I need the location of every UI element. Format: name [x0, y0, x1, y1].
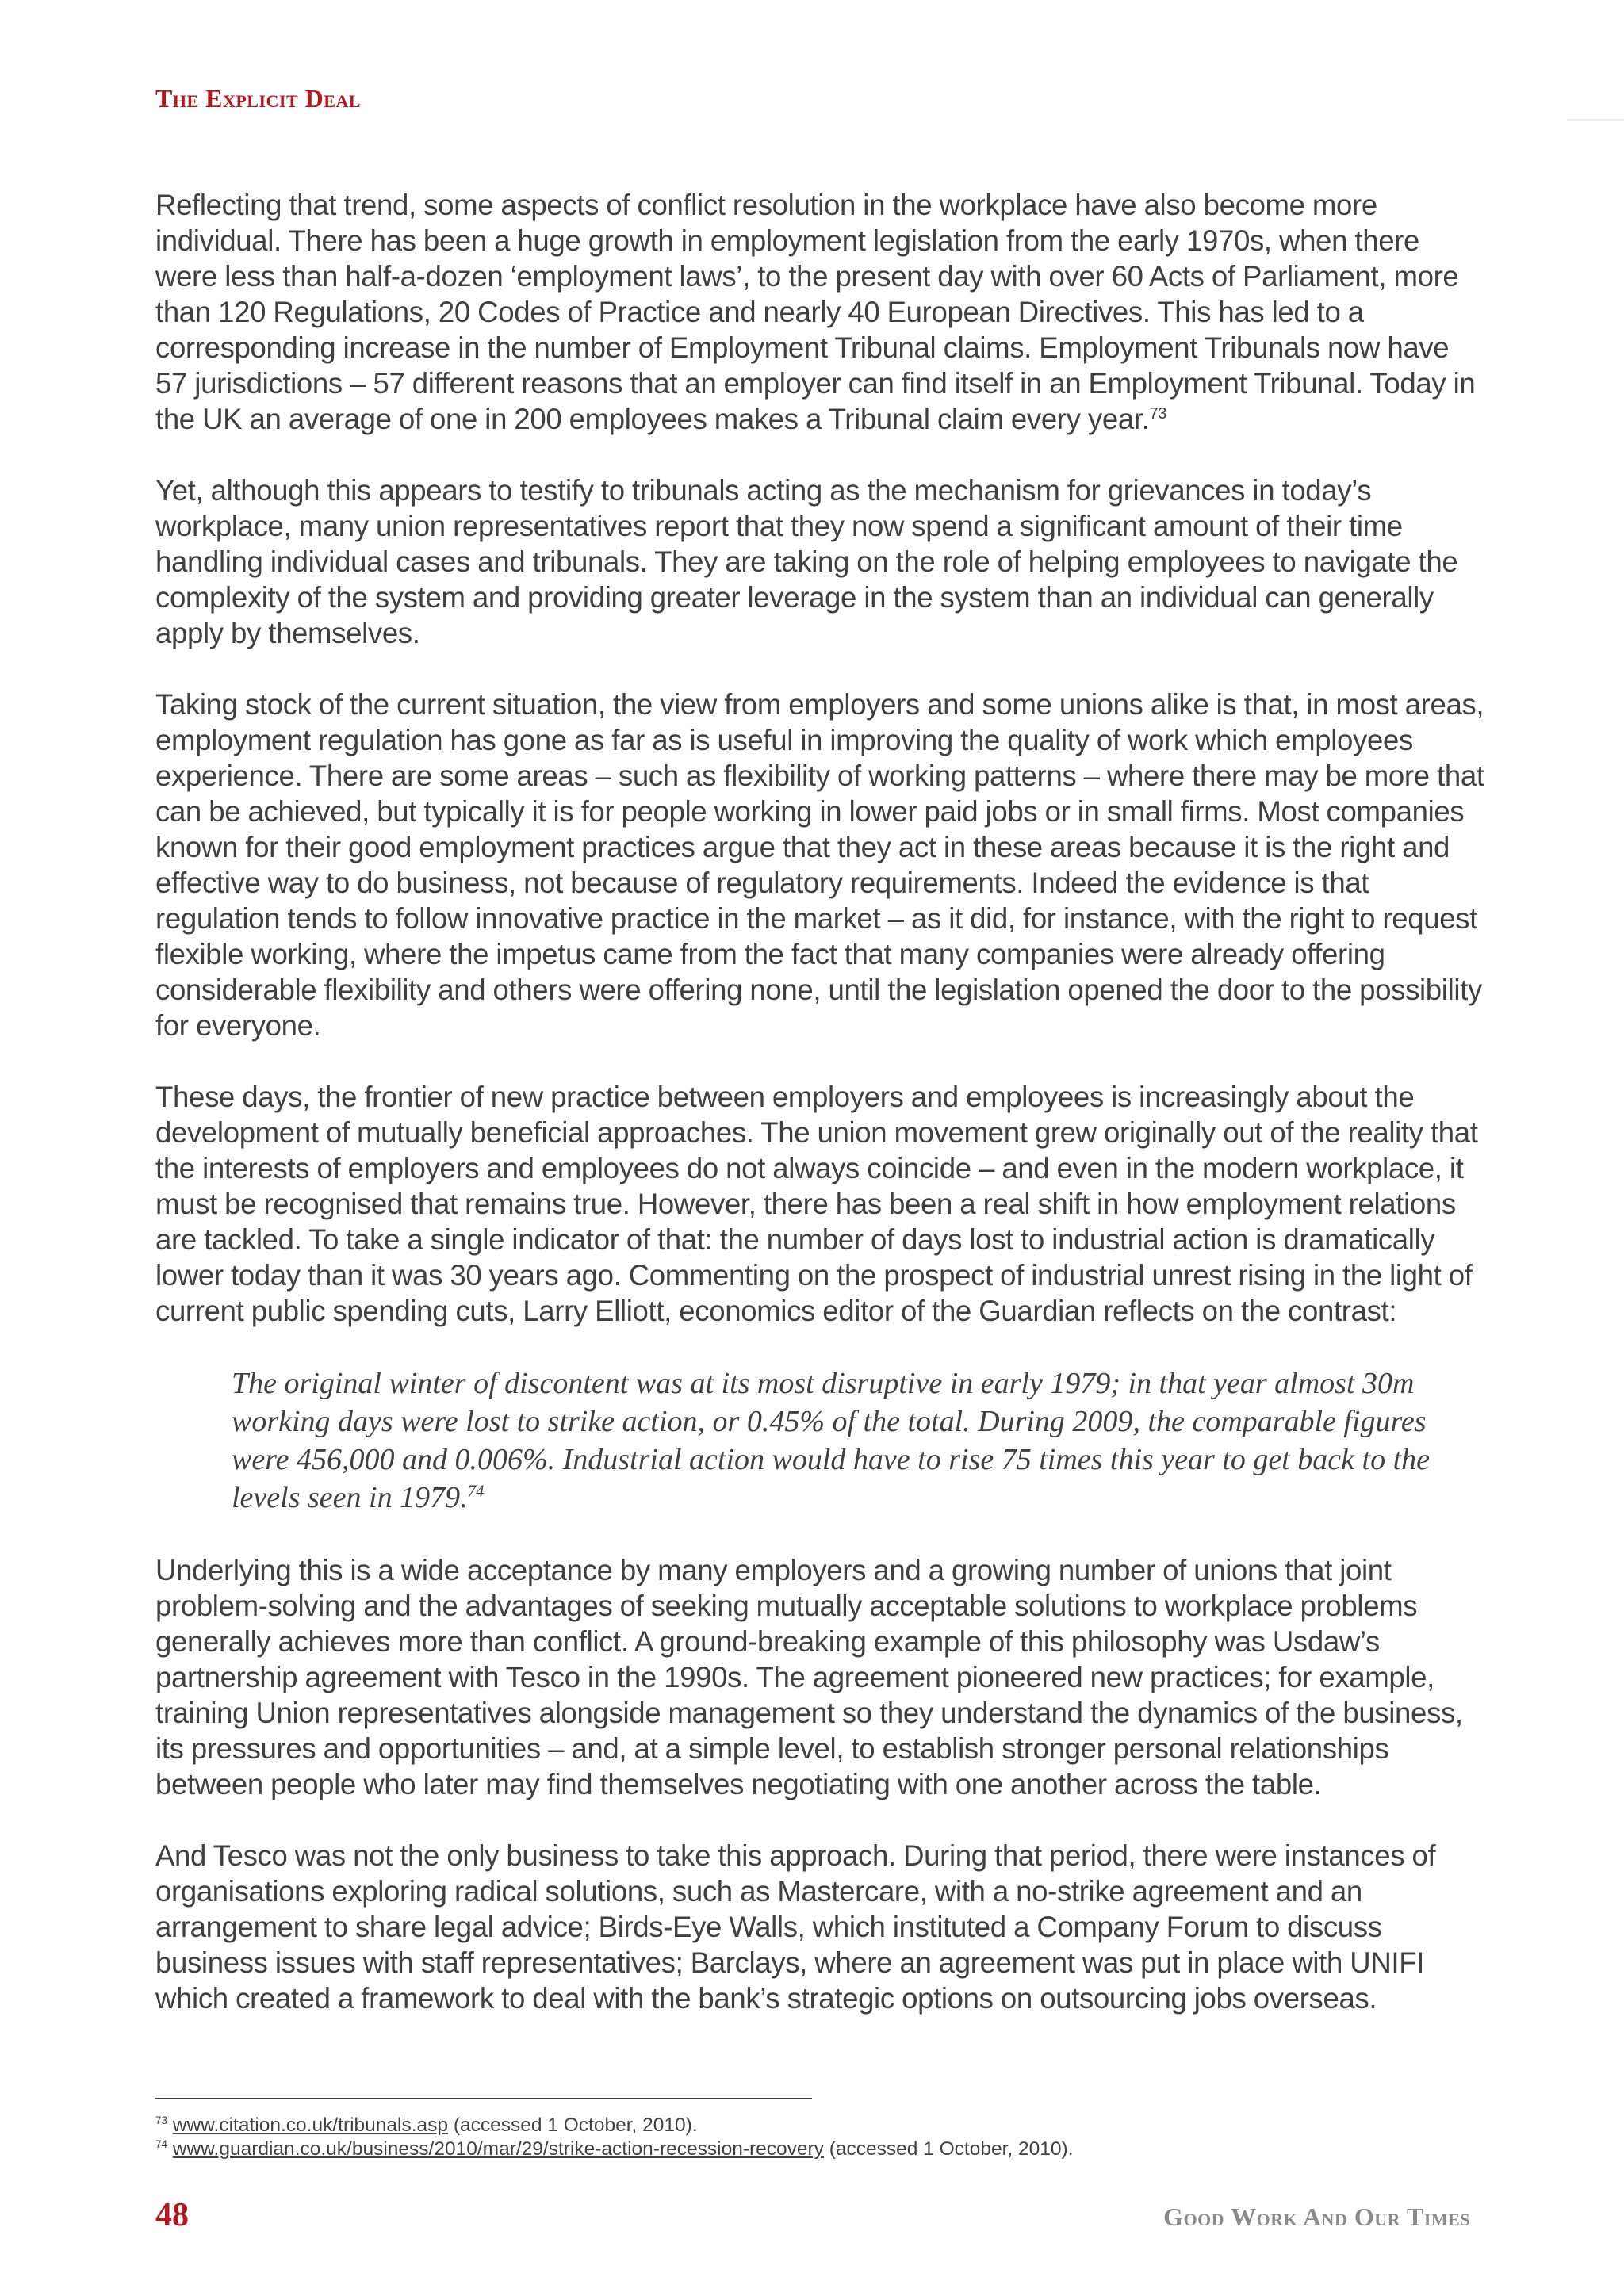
footnote-link-guardian[interactable]: www.guardian.co.uk/business/2010/mar/29/strike-action-recession-recovery	[172, 2138, 824, 2160]
footnotes	[155, 2114, 1488, 2161]
footnote-note: (accessed 1 October, 2010).	[823, 2138, 1074, 2160]
block-quote	[232, 1364, 1469, 1517]
paragraph-text: Taking stock of the current situation, the view from employers and some unions alike is that, in most areas, employment regulation has gone as far as is useful in improving the quality of work which employees experience. There are some areas – such as flexibility of working patterns – where there may be more that can be achieved, but typically it is for people working in lower paid jobs or in small firms. Most companies known for their good employment practices argue that they act in these areas because it is the right and effective way to do business, not because of regulatory requirements. Indeed the evidence is that regulation tends to follow innovative practice in the market – as it did, for instance, with the right to request flexible working, where the impetus came from the fact that many companies were already offering considerable flexibility and others were offering none, until the legislation opened the door to the possibility for everyone.	[155, 688, 1484, 1042]
running-header: The Explicit Deal	[155, 84, 362, 113]
paragraph-text: And Tesco was not the only business to take this approach. During that period, there were instances of organisations exploring radical solutions, such as Mastercare, with a no-strike agreement and an arrangement to share legal advice; Birds-Eye Walls, which instituted a Company Forum to discuss business issues with staff representatives; Barclays, where an agreement was put in place with UNIFI which created a framework to deal with the bank’s strategic options on outsourcing jobs overseas.	[155, 1839, 1436, 2015]
paragraph-text: Yet, although this appears to testify to tribunals acting as the mechanism for grievances in today’s workplace, many union representatives report that they now spend a significant amount of their time handling individual cases and tribunals. They are taking on the role of helping employees to navigate the complexity of the system and providing greater leverage in the system than an individual can generally apply by themselves.	[155, 474, 1458, 649]
page-number: 48	[155, 2197, 189, 2233]
paragraph-4	[155, 1079, 1488, 1329]
footnote-number: 74	[155, 2137, 167, 2150]
paragraph-text: Reflecting that trend, some aspects of conflict resolution in the workplace have also become more individual. There has been a huge growth in employment legislation from the early 1970s, when there were less than half-a-dozen ‘employment laws’, to the present day with over 60 Acts of Parliament, more than 120 Regulations, 20 Codes of Practice and nearly 40 European Directives. This has led to a corresponding increase in the number of Employment Tribunal claims. Employment Tribunals now have 57 jurisdictions – 57 different reasons that an employer can find itself in an Employment Tribunal. Today in the UK an average of one in 200 employees makes a Tribunal claim every year.	[155, 189, 1476, 435]
footnote-ref-73[interactable]: 73	[1149, 404, 1167, 423]
footnote-note: (accessed 1 October, 2010).	[448, 2114, 698, 2136]
footnote-ref-74[interactable]: 74	[467, 1481, 485, 1501]
footnote-number: 73	[155, 2114, 167, 2126]
footnote-74	[155, 2137, 1488, 2161]
running-footer: Good Work And Our Times	[1163, 2202, 1470, 2231]
paragraph-text: These days, the frontier of new practice between employers and employees is increasingly about the development of mutually beneficial approaches. The union movement grew originally out of the reality that the interests of employers and employees do not always coincide – and even in the modern workplace, it must be recognised that remains true. However, there has been a real shift in how employment relations are tackled. To take a single indicator of that: the number of days lost to industrial action is dramatically lower today than it was 30 years ago. Commenting on the prospect of industrial unrest rising in the light of current public spending cuts, Larry Elliott, economics editor of the Guardian reflects on the contrast:	[155, 1081, 1478, 1327]
header-divider	[1567, 119, 1624, 121]
footnote-link-citation[interactable]: www.citation.co.uk/tribunals.asp	[172, 2114, 449, 2136]
paragraph-6	[155, 1838, 1488, 2016]
paragraph-text: Underlying this is a wide acceptance by many employers and a growing number of unions that joint problem-solving and the advantages of seeking mutually acceptable solutions to workplace problems generally achieves more than conflict. A ground-breaking example of this philosophy was Usdaw’s partnership agreement with Tesco in the 1990s. The agreement pioneered new practices; for example, training Union representatives alongside management so they understand the dynamics of the business, its pressures and opportunities – and, at a simple level, to establish stronger personal relationships between people who later may find themselves negotiating with one another across the table.	[155, 1554, 1463, 1800]
quote-text: The original winter of discontent was at its most disruptive in early 1979; in that year almost 30m working days were lost to strike action, or 0.45% of the total. During 2009, the comparable figures were 456,000 and 0.006%. Industrial action would have to rise 75 times this year to get back to the levels seen in 1979.	[232, 1367, 1431, 1514]
paragraph-3	[155, 687, 1488, 1043]
paragraph-2	[155, 473, 1488, 651]
footnote-divider	[155, 2098, 812, 2099]
footnote-73	[155, 2114, 1488, 2137]
paragraph-1	[155, 187, 1488, 437]
main-content	[155, 187, 1488, 2052]
paragraph-5	[155, 1552, 1488, 1802]
